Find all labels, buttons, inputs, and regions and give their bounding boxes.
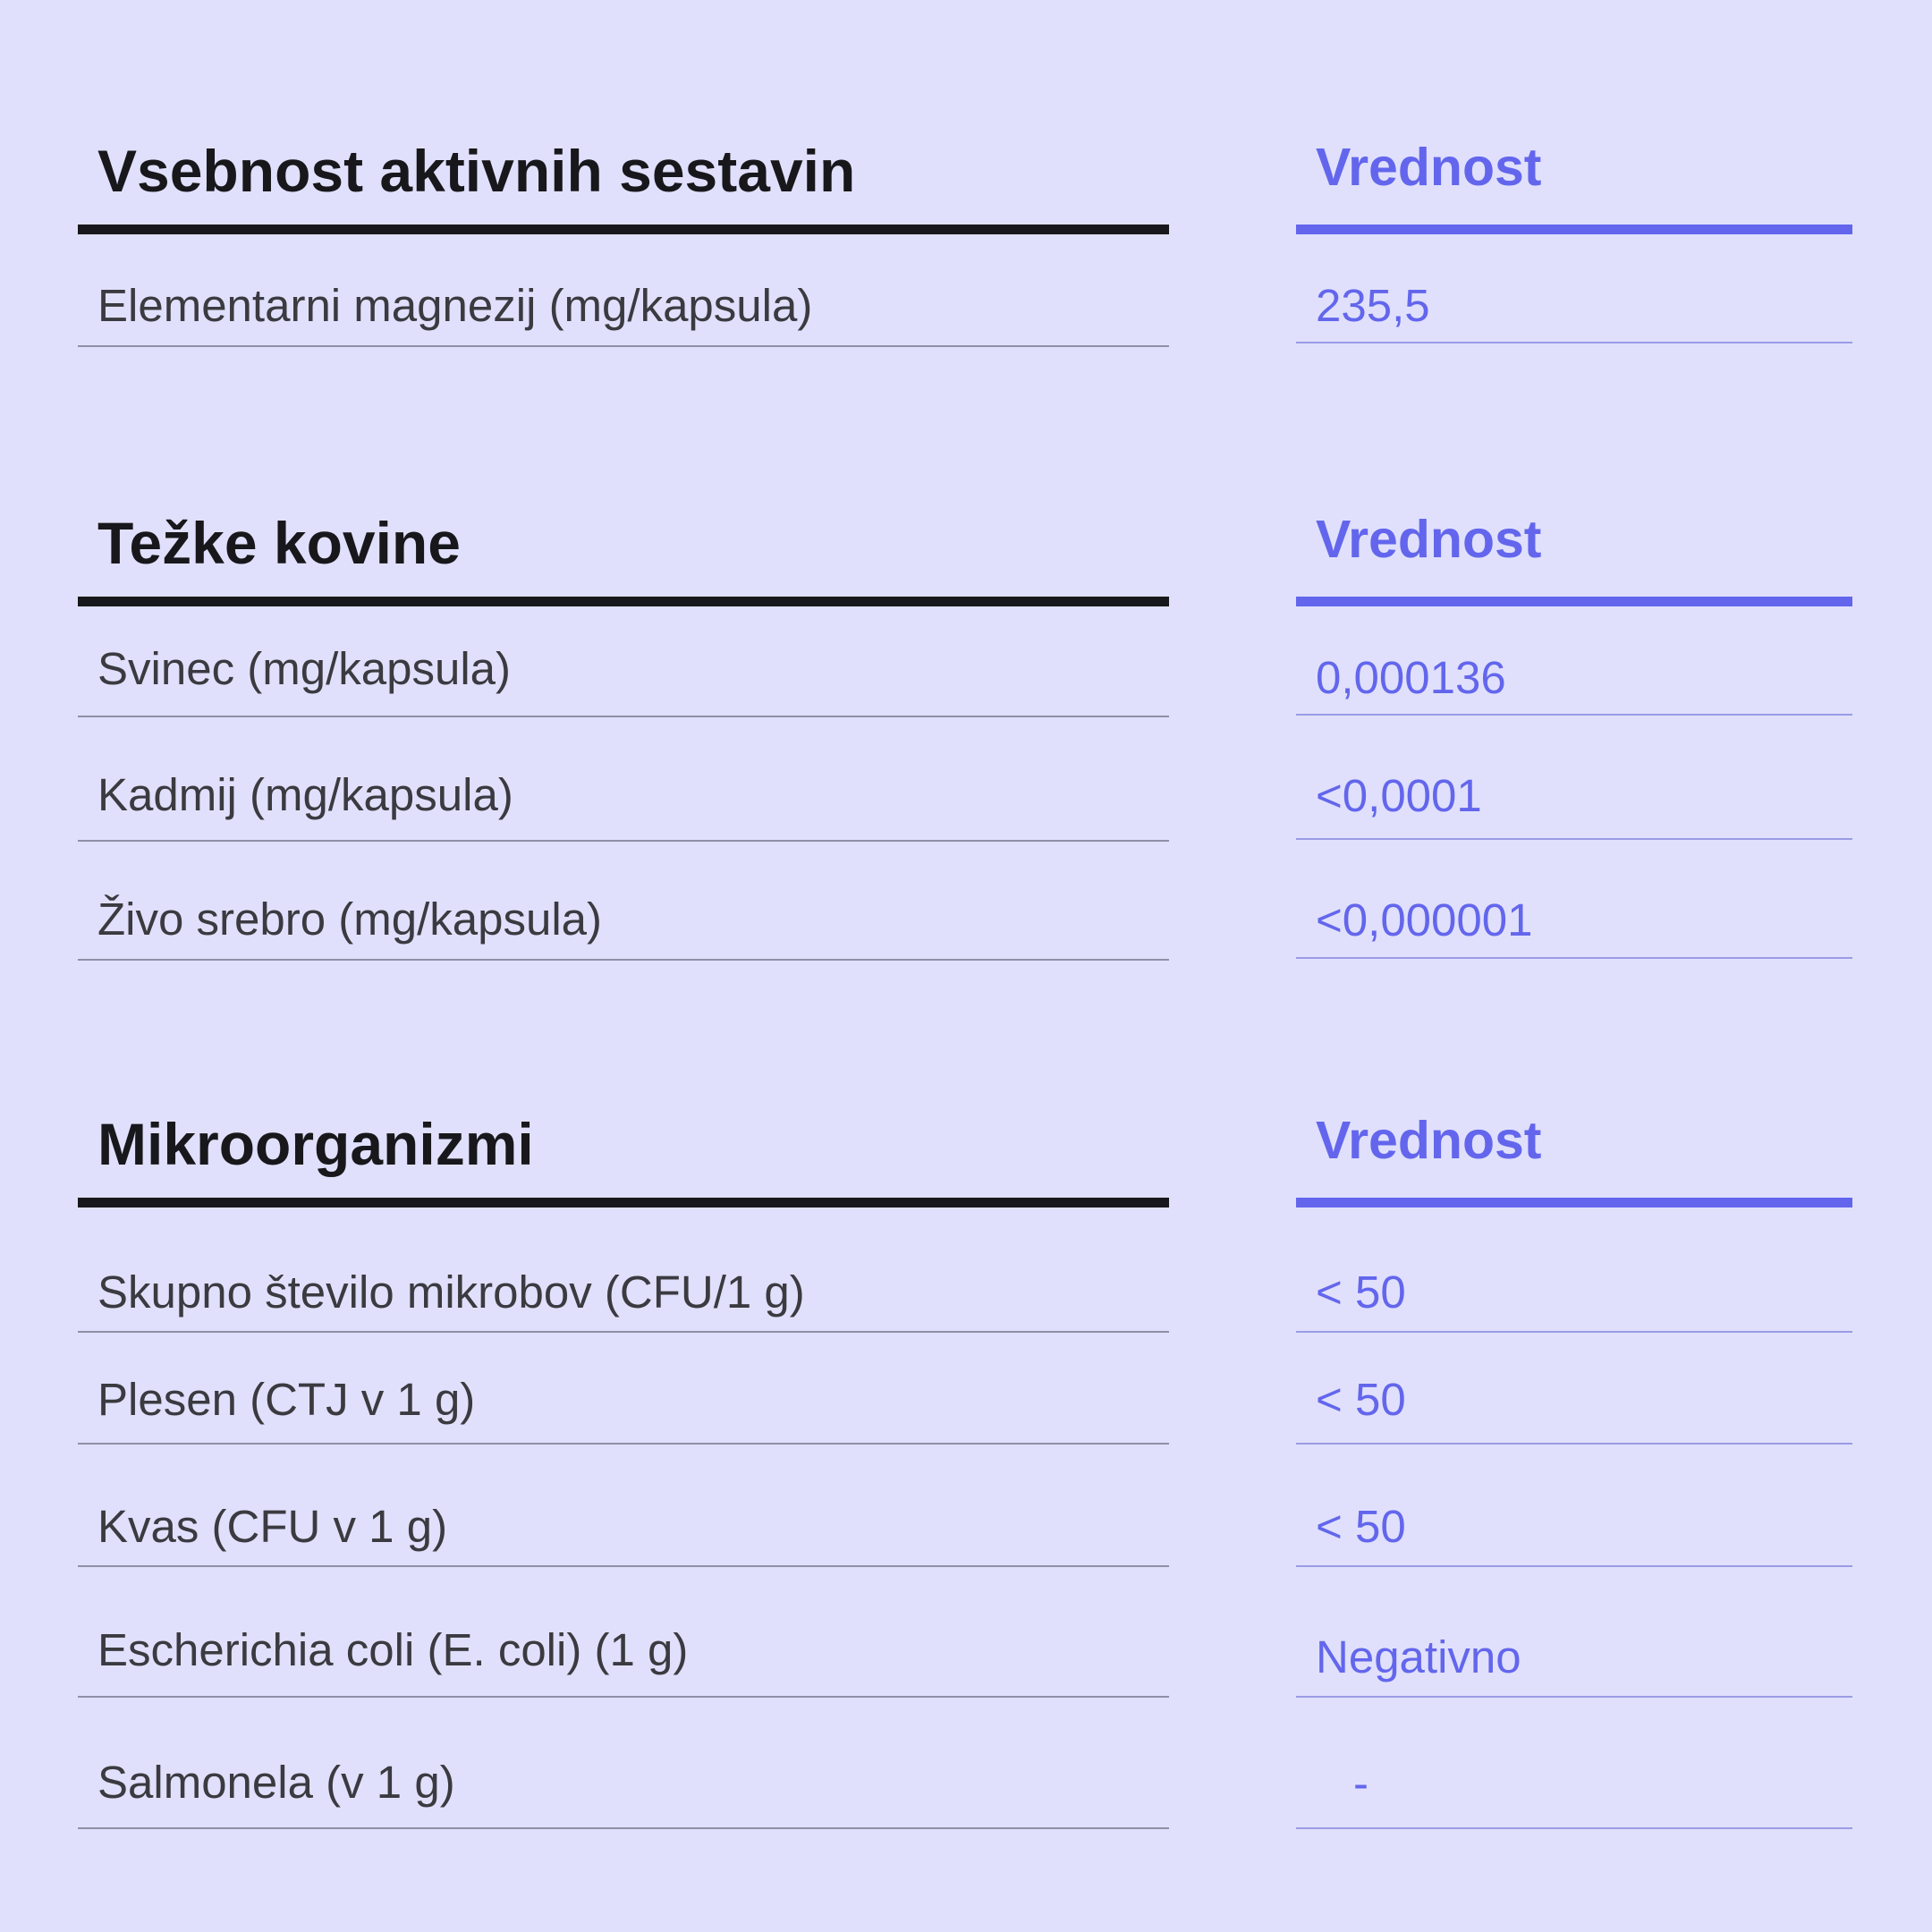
section-title: Vsebnost aktivnih sestavin: [97, 138, 856, 204]
row-label: Escherichia coli (E. coli) (1 g): [97, 1624, 689, 1675]
table-row-value: [1296, 1208, 1852, 1333]
row-value: < 50: [1316, 1501, 1406, 1552]
value-header-row: [1296, 506, 1852, 606]
value-column-header: Vrednost: [1316, 510, 1542, 569]
section-title: Težke kovine: [97, 510, 461, 576]
row-value: 235,5: [1316, 280, 1430, 331]
row-value: 0,000136: [1316, 652, 1506, 703]
section-title-row: [78, 134, 1169, 234]
section-title-row: [78, 506, 1169, 606]
row-label: Elementarni magnezij (mg/kapsula): [97, 280, 813, 331]
row-label: Kvas (CFU v 1 g): [97, 1501, 448, 1552]
table-row: [78, 1698, 1169, 1829]
row-label: Skupno število mikrobov (CFU/1 g): [97, 1267, 805, 1318]
value-header-row: [1296, 134, 1852, 234]
table-row-value: [1296, 716, 1852, 840]
table-row-value: [1296, 606, 1852, 716]
row-value: < 50: [1316, 1267, 1406, 1318]
table-row: [78, 1208, 1169, 1333]
value-column-header: Vrednost: [1316, 138, 1542, 197]
section-title: Mikroorganizmi: [97, 1111, 534, 1177]
table-row-value: [1296, 840, 1852, 959]
table-row: [78, 717, 1169, 842]
row-value: Negativno: [1316, 1631, 1521, 1682]
table-row: [78, 1333, 1169, 1445]
row-label: Svinec (mg/kapsula): [97, 643, 512, 694]
table-row-value: [1296, 234, 1852, 343]
row-label: Salmonela (v 1 g): [97, 1757, 455, 1808]
table-row: [78, 842, 1169, 961]
table-row-value: [1296, 1445, 1852, 1567]
table-row: [78, 234, 1169, 347]
row-value: < 50: [1316, 1374, 1406, 1425]
table-row: [78, 606, 1169, 717]
table-row-value: [1296, 1567, 1852, 1698]
table-row: [78, 1445, 1169, 1567]
row-value: <0,0001: [1316, 770, 1482, 821]
value-header-row: [1296, 1107, 1852, 1208]
section-title-row: [78, 1107, 1169, 1208]
value-column-header: Vrednost: [1316, 1111, 1542, 1170]
row-value: -: [1353, 1758, 1368, 1809]
row-label: Živo srebro (mg/kapsula): [97, 894, 603, 945]
row-value: <0,000001: [1316, 894, 1533, 945]
table-row: [78, 1567, 1169, 1698]
table-row-value: [1296, 1333, 1852, 1445]
row-label: Kadmij (mg/kapsula): [97, 769, 513, 820]
row-label: Plesen (CTJ v 1 g): [97, 1374, 476, 1425]
table-row-value: [1296, 1698, 1852, 1829]
